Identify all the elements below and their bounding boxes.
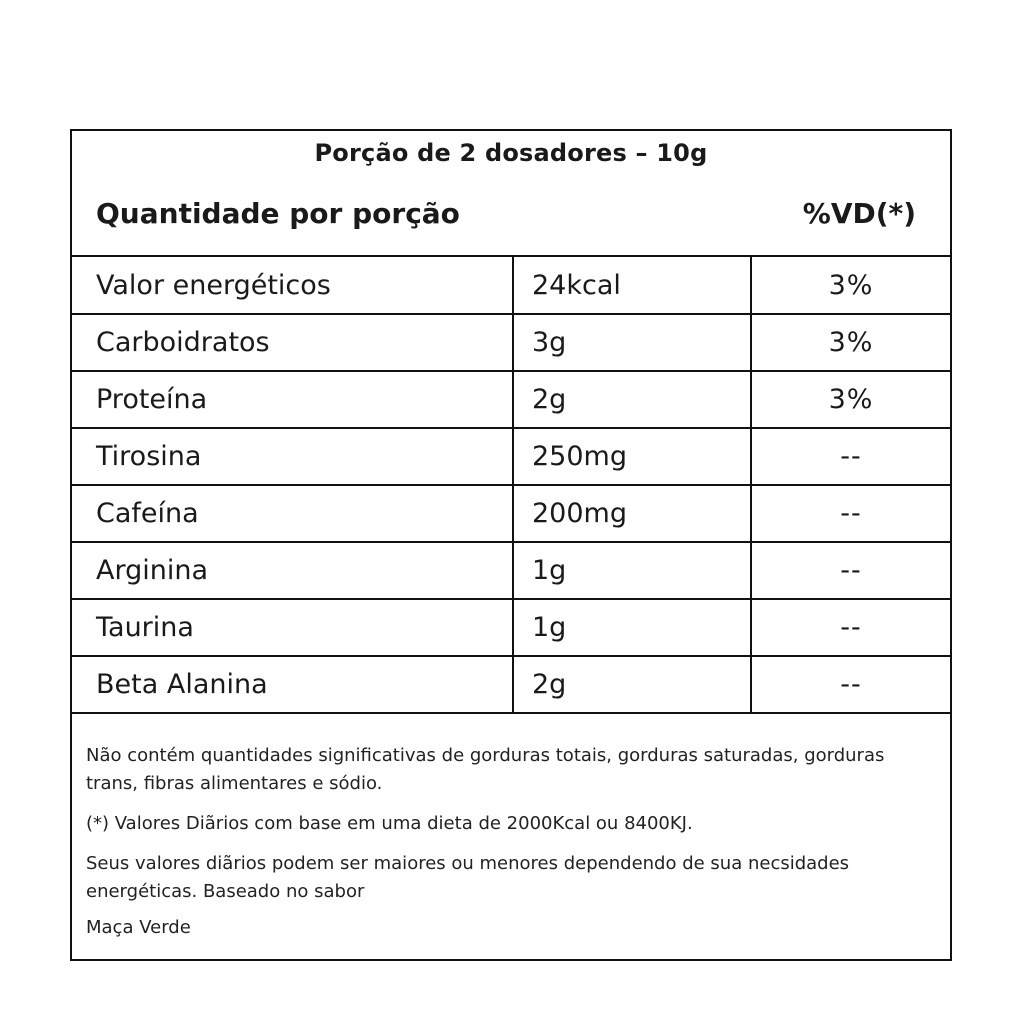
nutrient-name: Proteína [72, 371, 513, 428]
table-row [72, 314, 950, 371]
nutrient-daily-value: -- [751, 485, 950, 542]
nutrient-daily-value: -- [751, 599, 950, 656]
nutrition-header [72, 131, 950, 257]
table-row [72, 485, 950, 542]
footer-flavor: Maça Verde [86, 917, 191, 938]
nutrient-daily-value: -- [751, 656, 950, 713]
footer-note-insignificant: Não contém quantidades significativas de gorduras totais, gorduras saturadas, gorduras trans, fibras alimentares e sódio. [86, 745, 885, 794]
nutrient-amount: 3g [513, 314, 751, 371]
nutrient-daily-value: 3% [751, 257, 950, 314]
nutrient-amount: 2g [513, 656, 751, 713]
nutrition-footer [72, 714, 950, 942]
table-row [72, 599, 950, 656]
quantity-per-portion-label: Quantidade por porção [96, 197, 460, 230]
nutrient-name: Taurina [72, 599, 513, 656]
nutrition-table [72, 257, 950, 714]
nutrient-daily-value: 3% [751, 371, 950, 428]
nutrient-name: Beta Alanina [72, 656, 513, 713]
table-row [72, 428, 950, 485]
table-row [72, 656, 950, 713]
table-row [72, 542, 950, 599]
table-row [72, 257, 950, 314]
table-row [72, 371, 950, 428]
nutrient-amount: 200mg [513, 485, 751, 542]
nutrient-name: Cafeína [72, 485, 513, 542]
nutrient-amount: 1g [513, 599, 751, 656]
nutrient-amount: 1g [513, 542, 751, 599]
nutrient-daily-value: -- [751, 428, 950, 485]
nutrient-daily-value: -- [751, 542, 950, 599]
nutrient-amount: 250mg [513, 428, 751, 485]
footer-note-energy-needs: Seus valores diãrios podem ser maiores ou menores dependendo de sua necsidades energéticas. Baseado no sabor [86, 853, 850, 902]
nutrient-name: Arginina [72, 542, 513, 599]
daily-value-label: %VD(*) [802, 197, 916, 230]
nutrient-amount: 24kcal [513, 257, 751, 314]
footer-note-daily-values: (*) Valores Diãrios com base em uma dieta de 2000Kcal ou 8400KJ. [86, 813, 693, 834]
nutrient-amount: 2g [513, 371, 751, 428]
portion-size: Porção de 2 dosadores – 10g [314, 139, 708, 167]
nutrient-name: Carboidratos [72, 314, 513, 371]
nutrition-facts-panel [70, 129, 952, 961]
nutrient-daily-value: 3% [751, 314, 950, 371]
nutrient-name: Valor energéticos [72, 257, 513, 314]
nutrient-name: Tirosina [72, 428, 513, 485]
